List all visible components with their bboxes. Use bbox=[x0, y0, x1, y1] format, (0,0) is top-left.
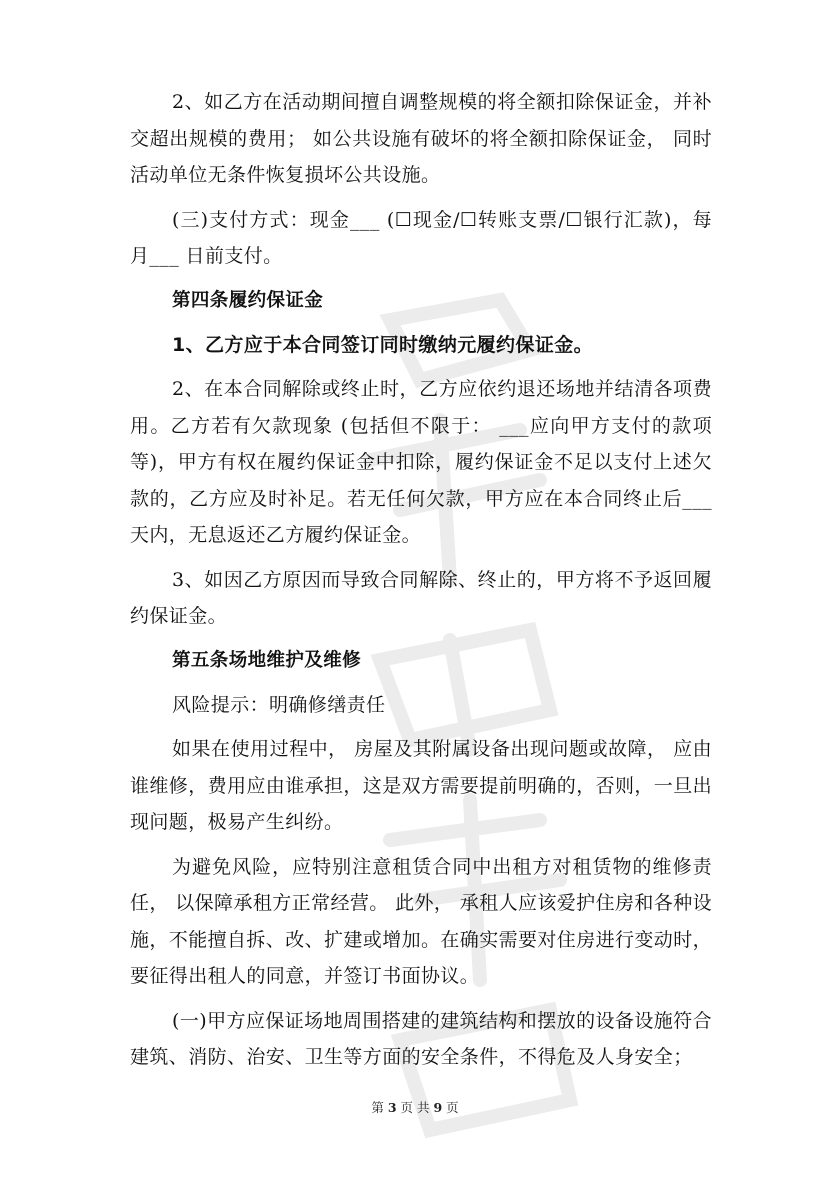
footer-suffix: 页 bbox=[442, 1100, 459, 1115]
paragraph-clause-2-adjust-scale: 2、如乙方在活动期间擅自调整规模的将全额扣除保证金，并补交超出规模的费用； 如公共设施有破坏的将全额扣除保证金， 同时活动单位无条件恢复损坏公共设施。 bbox=[130, 91, 712, 186]
paragraph-deposit-forfeit: 3、如因乙方原因而导致合同解除、终止的，甲方将不予返回履约保证金。 bbox=[130, 568, 712, 627]
footer-middle: 页 共 bbox=[396, 1100, 434, 1115]
heading-article-5: 第五条场地维护及维修 bbox=[172, 649, 362, 671]
footer-current-page: 3 bbox=[387, 1100, 397, 1115]
document-body bbox=[130, 84, 712, 1084]
paragraph-deposit-settlement: 2、在本合同解除或终止时，乙方应依约退还场地并结清各项费用。乙方若有欠款现象 (包括但不限于： ___应向甲方支付的款项等)，甲方有权在履约保证金中扣除，履约保证金不足以支付上述欠款的，乙方应及时补足。若无任何欠款，甲方应在本合同终止后___天内，无息返还乙方履约保证金。 bbox=[130, 378, 712, 546]
paragraph-risk-tip: 风险提示：明确修缮责任 bbox=[172, 693, 386, 716]
paragraph-avoid-risk: 为避免风险，应特别注意租赁合同中出租方对租赁物的维修责任， 以保障承租方正常经营。 此外， 承租人应该爱护住房和各种设施，不能擅自拆、改、扩建或增加。在确实需要对住房进行变动时，要征得出租人的同意，并签订书面协议。 bbox=[130, 855, 713, 987]
page-footer bbox=[0, 1098, 830, 1116]
paragraph-repair-responsibility: 如果在使用过程中， 房屋及其附属设备出现问题或故障， 应由谁维修，费用应由谁承担，这是双方需要提前明确的，否则，一旦出现问题，极易产生纠纷。 bbox=[130, 738, 713, 833]
paragraph-deposit-payment: 1、乙方应于本合同签订同时缴纳元履约保证金。 bbox=[172, 333, 594, 356]
heading-article-4: 第四条履约保证金 bbox=[172, 289, 324, 311]
footer-prefix: 第 bbox=[371, 1100, 388, 1115]
paragraph-payment-method: (三)支付方式：现金___ (☐现金/☐转账支票/☐银行汇款)，每月___ 日前支付。 bbox=[130, 208, 712, 267]
paragraph-safety-conditions: (一)甲方应保证场地周围搭建的建筑结构和摆放的设备设施符合建筑、消防、治安、卫生等方面的安全条件，不得危及人身安全； bbox=[130, 1009, 712, 1068]
footer-total-pages: 9 bbox=[433, 1100, 443, 1115]
